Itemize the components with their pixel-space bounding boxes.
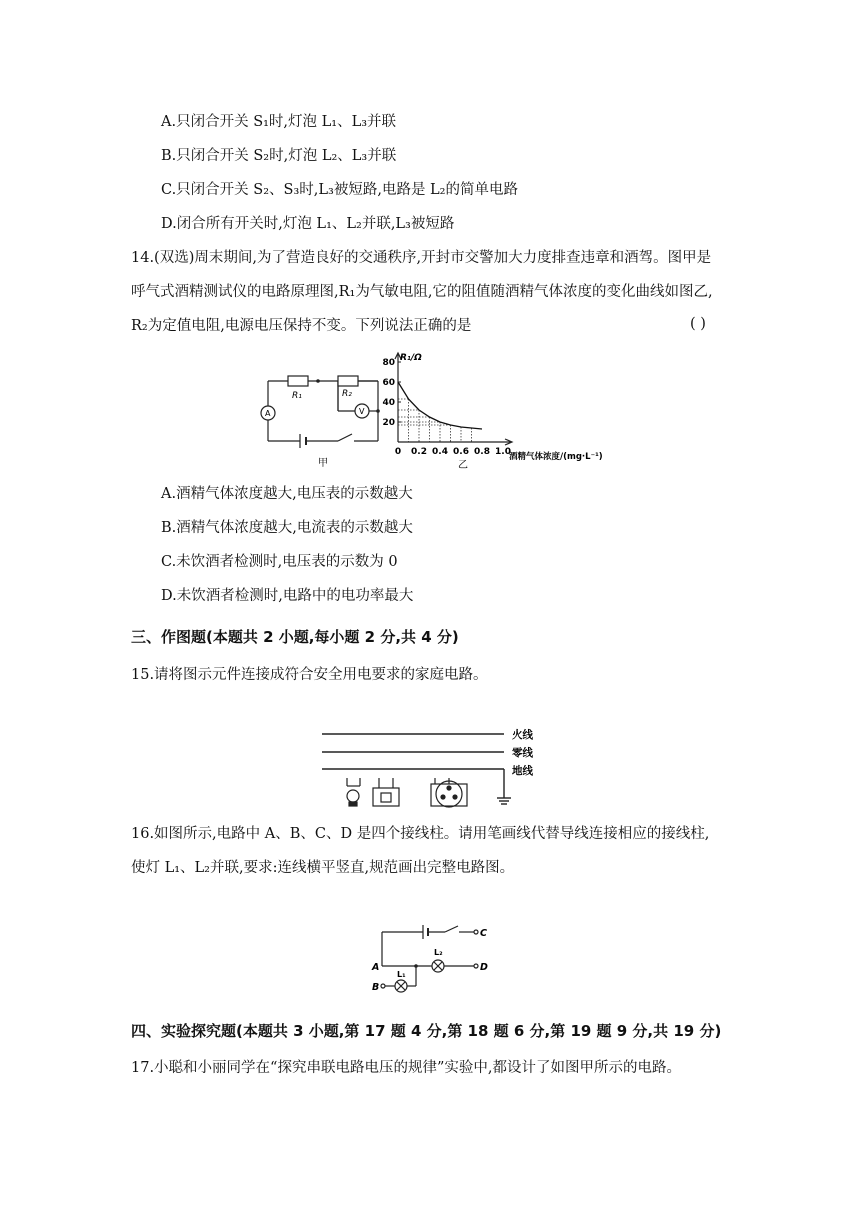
x-tick-label: 1.0	[495, 447, 511, 457]
switch-icon	[373, 778, 399, 806]
x-axis-label: 酒精气体浓度/(mg·L⁻¹)	[509, 452, 603, 462]
household-circuit-figure	[322, 722, 547, 812]
q13-option-a: A.只闭合开关 S₁时,灯泡 L₁、L₃并联	[161, 114, 397, 130]
q15-stem: 15.请将图示元件连接成符合安全用电要求的家庭电路。	[131, 667, 488, 683]
section-3-heading: 三、作图题(本题共 2 小题,每小题 2 分,共 4 分)	[131, 628, 459, 646]
q13-option-d: D.闭合所有开关时,灯泡 L₁、L₂并联,L₃被短路	[161, 216, 455, 232]
x-tick-label: 0.2	[411, 447, 427, 457]
light-bulb-icon	[347, 778, 360, 806]
label-earth-wire: 地线	[512, 765, 533, 777]
switch-blade	[338, 434, 352, 441]
label-ammeter: A	[265, 409, 271, 418]
q14-option-a: A.酒精气体浓度越大,电压表的示数越大	[161, 486, 413, 502]
q14-option-d: D.未饮酒者检测时,电路中的电功率最大	[161, 588, 414, 604]
q14-stem-line2: 呼气式酒精测试仪的电路原理图,R₁为气敏电阻,它的阻值随酒精气体浓度的变化曲线如图乙,	[131, 284, 713, 300]
three-pin-socket-icon	[431, 778, 467, 807]
circuit-figure-jia	[258, 366, 388, 476]
answer-parentheses: ( )	[690, 316, 706, 332]
switch-blade	[445, 926, 458, 932]
label-l1: L₁	[397, 970, 406, 979]
q14-option-c: C.未饮酒者检测时,电压表的示数为 0	[161, 554, 398, 570]
q14-option-b: B.酒精气体浓度越大,电流表的示数越大	[161, 520, 413, 536]
label-l2: L₂	[434, 948, 443, 957]
section-4-heading: 四、实验探究题(本题共 3 小题,第 17 题 4 分,第 18 题 6 分,第 19 题 9 分,共 19 分)	[131, 1022, 722, 1040]
label-voltmeter: V	[359, 407, 365, 416]
q16-stem-line1: 16.如图所示,电路中 A、B、C、D 是四个接线柱。请用笔画线代替导线连接相应的接线柱,	[131, 826, 710, 842]
terminal-a: A	[372, 962, 380, 973]
x-tick-label: 0	[394, 447, 402, 457]
resistor-r2-symbol	[338, 376, 358, 386]
x-tick-label: 0.4	[432, 447, 448, 457]
label-r2: R₂	[342, 389, 352, 399]
q17-stem: 17.小聪和小丽同学在“探究串联电路电压的规律”实验中,都设计了如图甲所示的电路。	[131, 1060, 681, 1076]
label-neutral-wire: 零线	[512, 747, 533, 759]
y-tick-label: 60	[382, 378, 395, 388]
terminal-c: C	[480, 928, 487, 939]
x-tick-label: 0.8	[474, 447, 490, 457]
q16-circuit-figure	[370, 920, 500, 995]
terminal-b: B	[372, 982, 380, 993]
x-tick-label: 0.6	[453, 447, 469, 457]
r1-concentration-chart	[376, 350, 646, 475]
label-r1: R₁	[292, 391, 302, 401]
y-tick-label: 40	[382, 398, 395, 408]
caption-jia: 甲	[318, 458, 328, 469]
q13-option-b: B.只闭合开关 S₂时,灯泡 L₂、L₃并联	[161, 148, 397, 164]
q14-stem-line1: 14.(双选)周末期间,为了营造良好的交通秩序,开封市交警加大力度排查违章和酒驾。图甲是	[131, 250, 712, 266]
q14-stem-line3: R₂为定值电阻,电源电压保持不变。下列说法正确的是	[131, 318, 472, 334]
label-live-wire: 火线	[512, 729, 533, 741]
q13-option-c: C.只闭合开关 S₂、S₃时,L₃被短路,电路是 L₂的简单电路	[161, 182, 518, 198]
resistor-r1-symbol	[288, 376, 308, 386]
terminal-d: D	[480, 962, 488, 973]
q16-stem-line2: 使灯 L₁、L₂并联,要求:连线横平竖直,规范画出完整电路图。	[131, 860, 515, 876]
caption-yi: 乙	[458, 460, 468, 471]
y-tick-label: 20	[382, 418, 395, 428]
y-tick-label: 80	[382, 358, 395, 368]
y-axis-label: R₁/Ω	[400, 353, 422, 363]
